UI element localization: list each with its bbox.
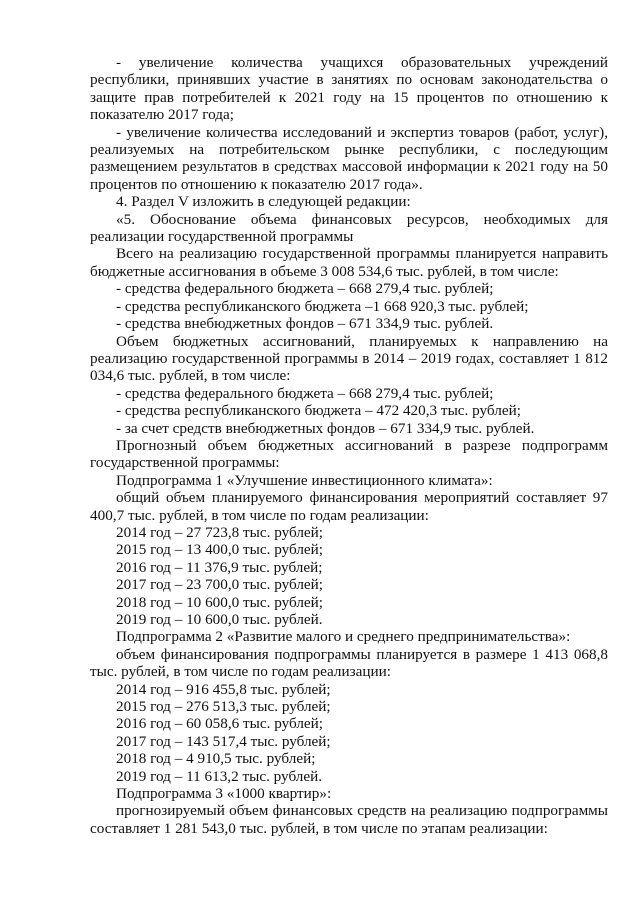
year-line: 2014 год – 916 455,8 тыс. рублей; <box>116 680 331 698</box>
year-line: 2015 год – 276 513,3 тыс. рублей; <box>116 698 331 716</box>
year-line: 2019 год – 10 600,0 тыс. рублей. <box>116 611 323 628</box>
list-item: - средства внебюджетных фондов – 671 334,9 тыс. рублей. <box>116 315 494 333</box>
paragraph: прогнозируемый объем финансовых средств на реализацию подпрограммы составляет 1 281 543,0 тыс. рублей, в том числе по этапам реализации: <box>90 802 608 837</box>
year-line: 2015 год – 13 400,0 тыс. рублей; <box>116 541 324 559</box>
year-line: 2017 год – 143 517,4 тыс. рублей; <box>116 732 331 750</box>
paragraph: - увеличение количества исследований и экспертиз товаров (работ, услуг), реализуемых на потребительском рынке республики, с последующим размещением результатов в средствах массовой информации к 2021 году на 50 процентов по отношению к показателю 2017 года». <box>90 123 608 193</box>
paragraph: - увеличение количества учащихся образовательных учреждений республики, принявших участие в занятиях по основам законодательства о защите прав потребителей к 2021 году на 15 процентов по отношению к показателю 2017 года; <box>90 54 608 124</box>
year-line: 2018 год – 10 600,0 тыс. рублей; <box>116 593 324 611</box>
year-line: 2017 год – 23 700,0 тыс. рублей; <box>116 576 324 594</box>
paragraph: Объем бюджетных ассигнований, планируемых к направлению на реализацию государственной программы в 2014 – 2019 годах, составляет 1 812 034,6 тыс. рублей, в том числе: <box>90 332 608 385</box>
year-line: 2016 год – 60 058,6 тыс. рублей; <box>116 715 324 733</box>
year-line: 2016 год – 11 376,9 тыс. рублей; <box>116 558 323 576</box>
list-item: - средства республиканского бюджета –1 668 920,3 тыс. рублей; <box>116 297 529 315</box>
subprogram-title: Подпрограмма 3 «1000 квартир»: <box>116 785 332 803</box>
list-item: - средства республиканского бюджета – 472 420,3 тыс. рублей; <box>116 402 521 420</box>
paragraph: объем финансирования подпрограммы планируется в размере 1 413 068,8 тыс. рублей, в том числе по годам реализации: <box>90 645 608 681</box>
year-line: 2018 год – 4 910,5 тыс. рублей; <box>116 750 316 768</box>
section-heading: «5. Обоснование объема финансовых ресурсов, необходимых для реализации государственной программы <box>90 210 608 246</box>
list-item: - средства федерального бюджета – 668 279,4 тыс. рублей; <box>116 384 494 402</box>
year-line: 2014 год – 27 723,8 тыс. рублей; <box>116 523 324 541</box>
year-line: 2019 год – 11 613,2 тыс. рублей. <box>116 767 323 785</box>
list-item: - средства федерального бюджета – 668 279,4 тыс. рублей; <box>116 280 494 298</box>
paragraph: Всего на реализацию государственной программы планируется направить бюджетные ассигнования в объеме 3 008 534,6 тыс. рублей, в том числе: <box>90 245 608 280</box>
subprogram-title: Подпрограмма 1 «Улучшение инвестиционного климата»: <box>116 471 493 489</box>
paragraph: общий объем планируемого финансирования мероприятий составляет 97 400,7 тыс. рублей, в том числе по годам реализации: <box>90 489 608 524</box>
subprogram-title: Подпрограмма 2 «Развитие малого и среднего предпринимательства»: <box>116 628 571 646</box>
paragraph: 4. Раздел V изложить в следующей редакции: <box>116 193 411 211</box>
list-item: - за счет средств внебюджетных фондов – 671 334,9 тыс. рублей. <box>116 419 535 437</box>
paragraph: Прогнозный объем бюджетных ассигнований в разрезе подпрограмм государственной программы: <box>90 436 608 472</box>
